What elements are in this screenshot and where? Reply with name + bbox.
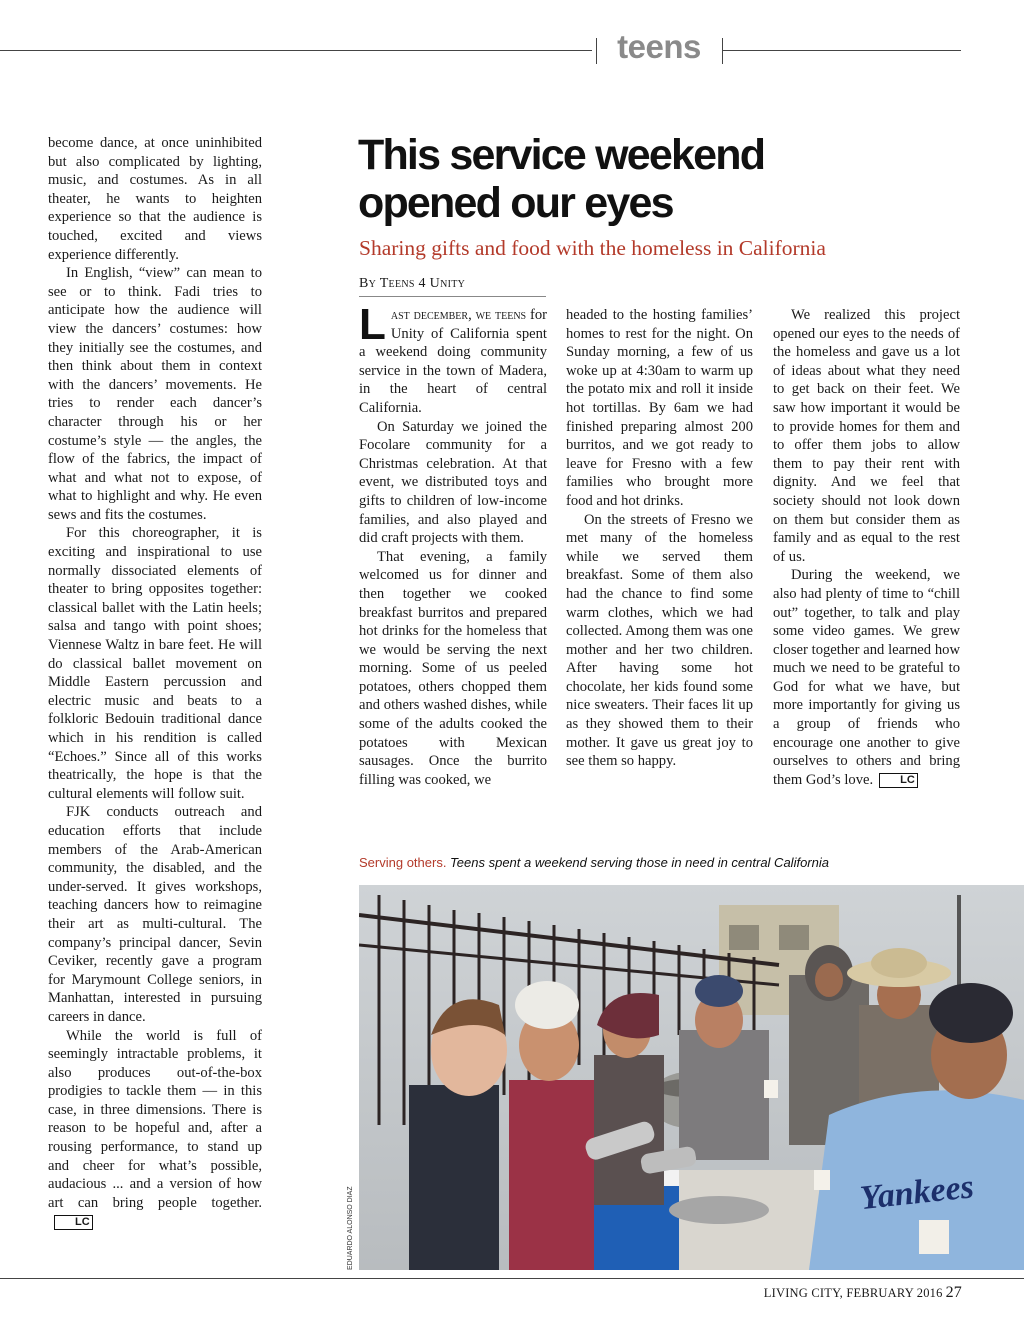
living-city-end-mark-icon: LC: [879, 773, 918, 788]
article-subhead: Sharing gifts and food with the homeless in California: [359, 236, 826, 260]
paper-cup: [764, 1080, 778, 1098]
article-paragraph: headed to the hosting families’ homes to rest for the night. On Sunday morning, a few of us woke up at 4:30am to warm up the potato mix and roll it inside hot tortillas. By 6am we had finished preparing almost 200 burritos, and we got ready to leave for Fresno with a few families who brought more food and hot drinks.: [566, 307, 753, 509]
article-column-3: [773, 306, 960, 789]
left-paragraph: For this choreographer, it is exciting and inspirational to use normally dissociated elements of theater to bring opposites together: classical ballet with the Latin heels; salsa and tango with point shoes; Viennese Waltz in bare feet. He will do classical ballet movement on Middle Eastern percussion and electric music and beats to a folkloric Bedouin traditional dance which in his rendition is called “Echoes.” Since all of this works theatrically, the hope is that the cultural elements will follow suit.: [48, 525, 262, 802]
article-column-1: [359, 300, 548, 789]
header-rule-tick-right: [722, 38, 723, 64]
header-rule-tick-left: [596, 38, 597, 64]
article-column-2: [566, 306, 753, 771]
paper-cup: [814, 1170, 830, 1190]
left-paragraph: FJK conducts outreach and education efforts that include members of the Arab-American community, the disabled, and the under-served. It gives workshops, teaching dancers how to reimagine their art as multi-cultural. The company’s principal dancer, Sevin Ceviker, recently gave a program for Marymount College seniors, in Manhattan, interested in pursuing careers in dance.: [48, 804, 262, 1025]
article-byline: By Teens 4 Unity: [359, 276, 546, 297]
living-city-end-mark-icon: LC: [54, 1215, 93, 1230]
drop-cap: L: [359, 300, 386, 349]
left-column-continued-article: [48, 134, 262, 1231]
article-paragraph: We realized this project opened our eyes to the needs of the homeless and gave us a lot of ideas about what they need to get back on their feet. We saw how important it would be to provide homes for them and to offer them jobs to allow them to pay their rent with dignity. And we feel that society should not look down on them but consider them as family and as equal to the rest of us.: [773, 307, 960, 565]
article-headline: [358, 131, 978, 227]
left-paragraph: become dance, at once uninhibited but also complicated by lighting, music, and costumes. As in all theater, he wants to heighten experience so that the audience is touched, excited and views experience differently.: [48, 135, 262, 263]
jacket-lettering: Yankees: [858, 1168, 976, 1218]
article-lead-paragraph: [359, 300, 548, 418]
photo-illustration: [359, 885, 1024, 1270]
article-paragraph: That evening, a family welcomed us for dinner and then together we cooked breakfast burritos and prepared hot drinks for the homeless that we would be serving the next morning. Some of us peeled potatoes, others chopped them and others washed dishes, while some of the adults cooked the potatoes with Mexican sausages. Once the burrito filling was cooked, we: [359, 548, 547, 788]
photo-credit: EDUARDO ALONSO DIAZ: [347, 1186, 354, 1270]
lead-smallcaps: ast december, we teens: [390, 307, 527, 323]
metal-bowl: [669, 1196, 769, 1224]
article-paragraph: [773, 566, 960, 789]
headline-line: This service weekend: [358, 131, 765, 179]
headline-line: opened our eyes: [358, 179, 673, 227]
left-paragraph-text: While the world is full of seemingly intractable problems, it also produces out-of-the-box prodigies to tackle them — in this case, in three dimensions. There is reason to be hopeful and, after a rousing performance, to stand up and cheer for what’s possible, audacious ... and a version of how art can bring people together.: [48, 1027, 262, 1211]
footer-rule: [0, 1278, 1024, 1279]
left-paragraph: [48, 1027, 262, 1232]
section-label: teens: [617, 28, 701, 65]
header-rule-right: [723, 50, 961, 51]
page-footer: [764, 1284, 962, 1302]
article-photo: [359, 885, 1024, 1270]
photo-caption: [359, 855, 1019, 870]
caption-text: Teens spent a weekend serving those in need in central California: [446, 855, 829, 870]
lead-text: for Unity of California spent a weekend doing community service in the town of Madera, in the heart of central California.: [359, 307, 548, 416]
article-paragraph-text: During the weekend, we also had plenty of time to “chill out” together, to talk and play some video games. We grew closer together and learned how much we need to be grateful to God for what we have, but more importantly for giving us a group of friends who encourage one another to give ourselves to others and bring them God’s love.: [773, 567, 960, 788]
left-paragraph: In English, “view” can mean to see or to think. Fadi tries to anticipate how the audience will view the dancers’ costumes: how they initially see the costumes, and then think about them in context with the dancers’ movements. He tries to render each dancer’s character through his or her costume’s style — the angles, the flow of the fabrics, the impact of what and what not to expose, of what to highlight and why. He even sews and fits the costumes.: [48, 265, 262, 523]
caption-lead: Serving others.: [359, 855, 447, 870]
article-paragraph: On the streets of Fresno we met many of the homeless while we served them breakfast. Some of them also had the chance to find some warm clothes, which we had collected. Among them was one mother and her two children. After having some hot chocolate, her kids found some nice sweaters. Their faces lit up as they showed them to their mother. It gave us great joy to see them so happy.: [566, 511, 753, 770]
page-number: 27: [945, 1284, 962, 1301]
publication-name: LIVING CITY, FEBRUARY 2016: [763, 1286, 943, 1300]
header-rule-left: [0, 50, 592, 51]
article-paragraph: On Saturday we joined the Focolare community for a Christmas celebration. At that event, we distributed toys and gifts to children of low-income families, and also played and did craft projects with them.: [359, 418, 547, 547]
woman-teal-beanie: [594, 993, 664, 1205]
